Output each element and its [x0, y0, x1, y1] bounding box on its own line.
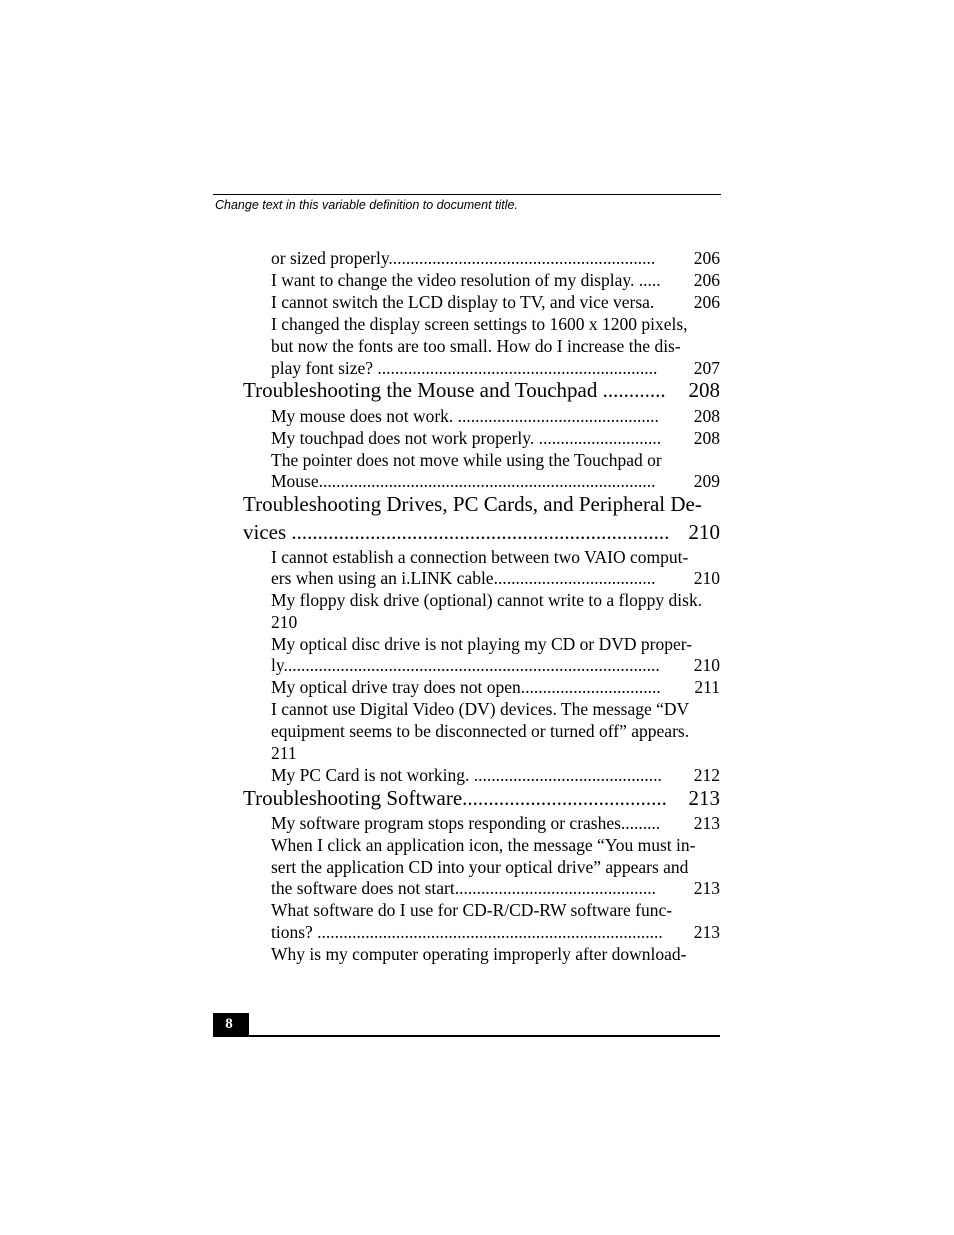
toc-page-number: 208 [693, 406, 720, 426]
toc-page-number: 207 [693, 358, 720, 378]
toc-page-number: 208 [688, 378, 720, 402]
footer-rule [213, 1035, 720, 1037]
toc-line [271, 835, 720, 856]
toc-line-text: My optical drive tray does not open................................ [271, 677, 661, 697]
toc-line [271, 857, 720, 878]
toc-page-number: 208 [693, 428, 720, 448]
toc-line [271, 900, 720, 921]
toc-line [271, 314, 720, 335]
toc-line-text: Mouse............................................................................. [271, 471, 656, 491]
toc-line [271, 590, 720, 611]
toc-line [271, 721, 720, 742]
running-header: Change text in this variable definition to document title. [215, 198, 518, 212]
toc-line-text: I cannot switch the LCD display to TV, and vice versa. [271, 292, 655, 312]
toc-line-text: 210 [271, 612, 298, 632]
toc-line [271, 292, 720, 313]
toc-line [271, 270, 720, 291]
toc-line [271, 677, 720, 698]
toc-line [271, 612, 720, 633]
toc-page-number: 206 [693, 248, 720, 268]
toc-line [271, 878, 720, 899]
toc-page-number: 206 [693, 292, 720, 312]
toc-line [271, 699, 720, 720]
toc-line-text: equipment seems to be disconnected or turned off” appears. [271, 721, 690, 741]
toc-line [271, 944, 720, 965]
toc-line [271, 471, 720, 492]
toc-page-number: 213 [693, 922, 720, 942]
toc-page-number: 210 [688, 520, 720, 544]
toc-line-text: My optical disc drive is not playing my CD or DVD proper- [271, 634, 693, 654]
toc-line-text: 211 [271, 743, 297, 763]
toc-line-text: I want to change the video resolution of my display. ..... [271, 270, 661, 290]
toc-page-number: 211 [694, 677, 720, 697]
toc-line-text: My touchpad does not work properly. ............................ [271, 428, 662, 448]
toc-line [271, 743, 720, 764]
toc-line [271, 547, 720, 568]
toc-line [271, 655, 720, 676]
toc-line-text: I changed the display screen settings to 1600 x 1200 pixels, [271, 314, 688, 334]
toc-line-text: My software program stops responding or crashes......... [271, 813, 661, 833]
toc-line-text: Troubleshooting the Mouse and Touchpad ............ [243, 378, 666, 402]
toc-line-text: My floppy disk drive (optional) cannot write to a floppy disk. [271, 590, 703, 610]
toc-line [271, 450, 720, 471]
toc-line-text: vices ........................................................................ [243, 520, 670, 544]
toc-line-text: Troubleshooting Drives, PC Cards, and Peripheral De- [243, 492, 702, 516]
page-number: 8 [225, 1016, 233, 1032]
toc-line [243, 520, 720, 545]
toc-line-text: When I click an application icon, the message “You must in- [271, 835, 696, 855]
toc-line-text: ly...................................................................................... [271, 655, 660, 675]
toc-line-text: or sized properly............................................................. [271, 248, 656, 268]
toc-page-number: 206 [693, 270, 720, 290]
toc-line [271, 922, 720, 943]
toc-line-text: but now the fonts are too small. How do I increase the dis- [271, 336, 681, 356]
toc-page-number: 213 [693, 878, 720, 898]
toc-line-text: tions? ............................................................................... [271, 922, 663, 942]
toc-line-text: My mouse does not work. .............................................. [271, 406, 659, 426]
toc-page-number: 209 [693, 471, 720, 491]
toc-line-text: I cannot establish a connection between two VAIO comput- [271, 547, 689, 567]
toc-line-text: What software do I use for CD-R/CD-RW software func- [271, 900, 673, 920]
toc-line [271, 336, 720, 357]
toc-line-text: Troubleshooting Software....................................... [243, 786, 667, 810]
toc-line [271, 358, 720, 379]
toc-line-text: the software does not start.............................................. [271, 878, 656, 898]
toc-page-number: 213 [688, 786, 720, 810]
toc-line-text: play font size? ................................................................ [271, 358, 658, 378]
toc-page-number: 213 [693, 813, 720, 833]
toc-line [243, 786, 720, 811]
toc-line [271, 813, 720, 834]
toc-line [243, 492, 720, 517]
toc-line [271, 248, 720, 269]
toc-line-text: The pointer does not move while using the Touchpad or [271, 450, 662, 470]
toc-line [271, 634, 720, 655]
toc-line-text: ers when using an i.LINK cable..................................... [271, 568, 656, 588]
toc-page-number: 210 [693, 655, 720, 675]
toc-line [271, 568, 720, 589]
toc-page-number: 212 [693, 765, 720, 785]
toc-line [243, 378, 720, 403]
toc-line-text: I cannot use Digital Video (DV) devices. The message “DV [271, 699, 690, 719]
toc-line [271, 428, 720, 449]
toc-line-text: My PC Card is not working. ........................................... [271, 765, 662, 785]
toc-line-text: Why is my computer operating improperly after download- [271, 944, 687, 964]
toc-line-text: sert the application CD into your optical drive” appears and [271, 857, 689, 877]
toc-line [271, 765, 720, 786]
toc-page-number: 210 [693, 568, 720, 588]
toc-line [271, 406, 720, 427]
